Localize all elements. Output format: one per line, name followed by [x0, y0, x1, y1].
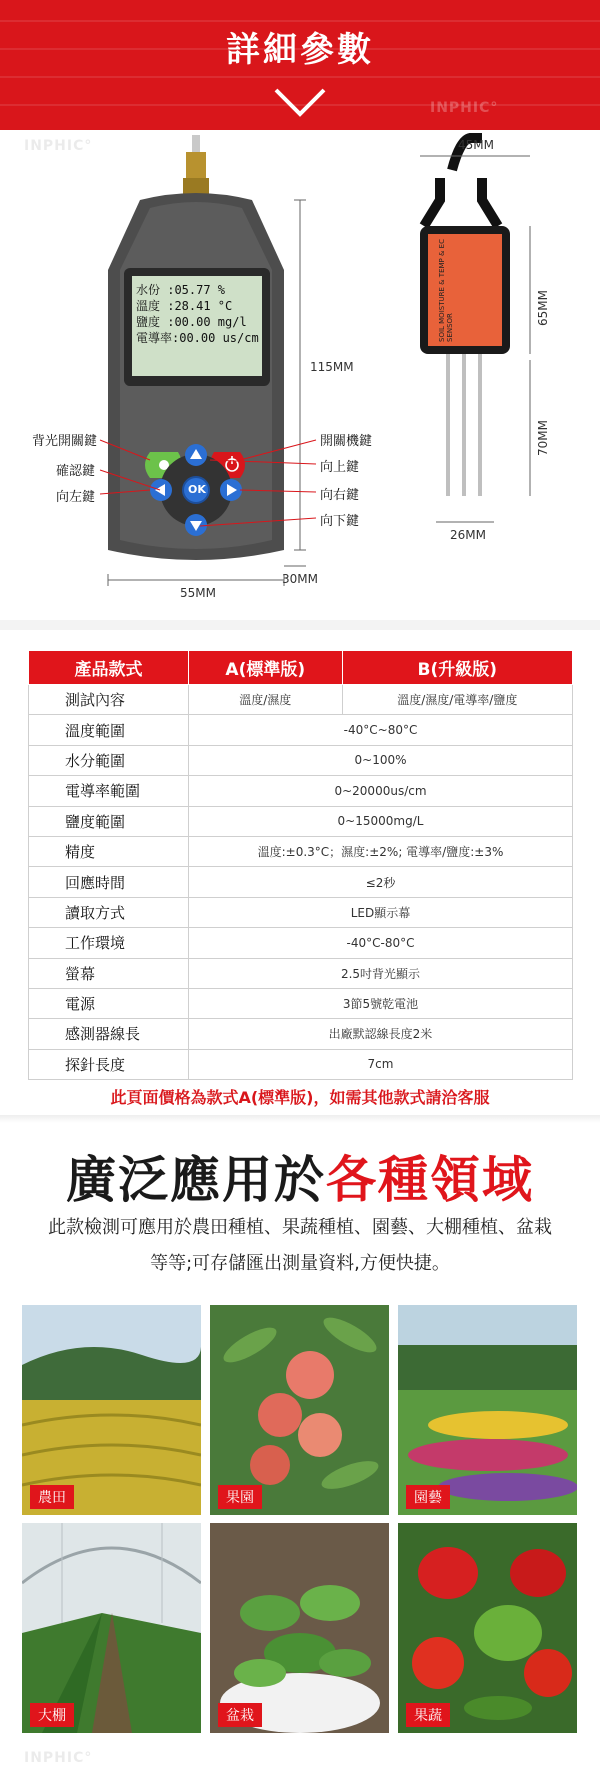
table-row — [29, 867, 573, 897]
applications-title — [0, 1140, 600, 1212]
watermark: INPHIC° — [24, 138, 93, 154]
row-value: 溫度/濕度 — [189, 685, 343, 715]
title-dark-part: 廣泛應用於 — [66, 1151, 326, 1209]
sensor-dim-probe: 70MM — [536, 420, 550, 456]
table-row — [29, 1019, 573, 1049]
sensor-label: SOIL MOISTURE & TEMP & EC SENSOR — [438, 239, 454, 342]
row-label: 螢幕 — [29, 958, 189, 988]
row-value: 2.5吋背光顯示 — [189, 958, 573, 988]
product-figure — [0, 130, 600, 600]
row-label: 探針長度 — [29, 1049, 189, 1079]
tile-potted — [210, 1523, 389, 1733]
row-label: 測試內容 — [29, 685, 189, 715]
row-value: -40°C~80°C — [189, 715, 573, 745]
table-header: B(升級版) — [342, 651, 572, 685]
chevron-down-icon — [272, 86, 328, 118]
row-value: ≤2秒 — [189, 867, 573, 897]
ok-key-label: OK — [188, 483, 206, 496]
desc-line: 等等;可存儲匯出測量資料,方便快捷。 — [150, 1253, 450, 1274]
table-row — [29, 897, 573, 927]
table-row — [29, 1049, 573, 1079]
row-value: 0~15000mg/L — [189, 806, 573, 836]
callout-down: 向下鍵 — [320, 514, 360, 529]
table-header: 產品款式 — [29, 651, 189, 685]
tile-label: 盆栽 — [218, 1703, 262, 1727]
device-screen — [136, 282, 259, 346]
row-label: 電導率範圍 — [29, 776, 189, 806]
callout-up: 向上鍵 — [320, 460, 360, 475]
price-note: 此頁面價格為款式A(標準版)，如需其他款式請洽客服 — [110, 1088, 490, 1107]
table-row — [29, 958, 573, 988]
row-label: 電源 — [29, 988, 189, 1018]
table-row — [29, 685, 573, 715]
desc-line: 此款檢測可應用於農田種植、果蔬種植、園藝、大棚種植、盆栽 — [48, 1217, 552, 1238]
row-label: 精度 — [29, 836, 189, 866]
screen-line-salinity: 鹽度 :00.00 mg/l — [136, 315, 247, 329]
callout-backlight: 背光開關鍵 — [32, 434, 98, 449]
dim-width: 55MM — [180, 586, 216, 600]
row-label: 回應時間 — [29, 867, 189, 897]
table-row — [29, 715, 573, 745]
tile-label: 果蔬 — [406, 1703, 450, 1727]
row-label: 感測器線長 — [29, 1019, 189, 1049]
dim-height: 115MM — [310, 360, 354, 374]
applications-desc — [40, 1210, 560, 1282]
header-banner — [0, 0, 600, 130]
farmland-image — [22, 1305, 201, 1515]
row-value: 7cm — [189, 1049, 573, 1079]
callout-right: 向右鍵 — [320, 488, 360, 503]
table-row — [29, 928, 573, 958]
row-value: 3節5號乾電池 — [189, 988, 573, 1018]
tile-garden — [398, 1305, 577, 1515]
greenhouse-image — [22, 1523, 201, 1733]
table-header-row — [29, 651, 573, 685]
table-row — [29, 836, 573, 866]
row-value: 0~20000us/cm — [189, 776, 573, 806]
potted-image — [210, 1523, 389, 1733]
tile-label: 農田 — [30, 1485, 74, 1509]
dim-depth: 30MM — [282, 572, 318, 586]
tile-vegetables — [398, 1523, 577, 1733]
tile-orchard — [210, 1305, 389, 1515]
table-row — [29, 776, 573, 806]
tile-label: 園藝 — [406, 1485, 450, 1509]
row-value: 溫度/濕度/電導率/鹽度 — [342, 685, 572, 715]
callout-left: 向左鍵 — [56, 490, 96, 505]
vegetables-image — [398, 1523, 577, 1733]
tile-greenhouse — [22, 1523, 201, 1733]
sensor-dim-body: 65MM — [536, 290, 550, 326]
sensor-dim-top: 45MM — [458, 138, 494, 152]
spec-table — [28, 650, 573, 1080]
section-divider — [0, 1115, 600, 1123]
orchard-image — [210, 1305, 389, 1515]
table-row — [29, 806, 573, 836]
row-label: 工作環境 — [29, 928, 189, 958]
row-value: 出廠默認線長度2米 — [189, 1019, 573, 1049]
row-value: LED顯示幕 — [189, 897, 573, 927]
screen-line-moisture: 水份 :05.77 % — [136, 283, 226, 297]
title-red-part: 各種領域 — [326, 1151, 534, 1209]
watermark: INPHIC° — [24, 1750, 93, 1766]
table-header: A(標準版) — [189, 651, 343, 685]
tile-label: 大棚 — [30, 1703, 74, 1727]
row-value: -40°C-80°C — [189, 928, 573, 958]
tile-farmland — [22, 1305, 201, 1515]
callout-confirm: 確認鍵 — [56, 464, 96, 479]
row-label: 溫度範圍 — [29, 715, 189, 745]
watermark: INPHIC° — [430, 100, 499, 116]
screen-line-ec: 電導率:00.00 us/cm — [136, 331, 259, 345]
table-row — [29, 988, 573, 1018]
screen-line-temp: 溫度 :28.41 °C — [136, 299, 233, 313]
garden-image — [398, 1305, 577, 1515]
page-title: 詳細參數 — [226, 30, 374, 70]
row-label: 水分範圍 — [29, 745, 189, 775]
row-label: 讀取方式 — [29, 897, 189, 927]
row-label: 鹽度範圍 — [29, 806, 189, 836]
row-value: 0~100% — [189, 745, 573, 775]
photo-grid — [22, 1305, 578, 1735]
callout-power: 開關機鍵 — [320, 434, 373, 449]
sensor-dim-bottom: 26MM — [450, 528, 486, 542]
table-row — [29, 745, 573, 775]
row-value: 溫度:±0.3°C；濕度:±2%; 電導率/鹽度:±3% — [189, 836, 573, 866]
tile-label: 果園 — [218, 1485, 262, 1509]
device-illustration — [0, 130, 600, 600]
section-divider — [0, 620, 600, 630]
